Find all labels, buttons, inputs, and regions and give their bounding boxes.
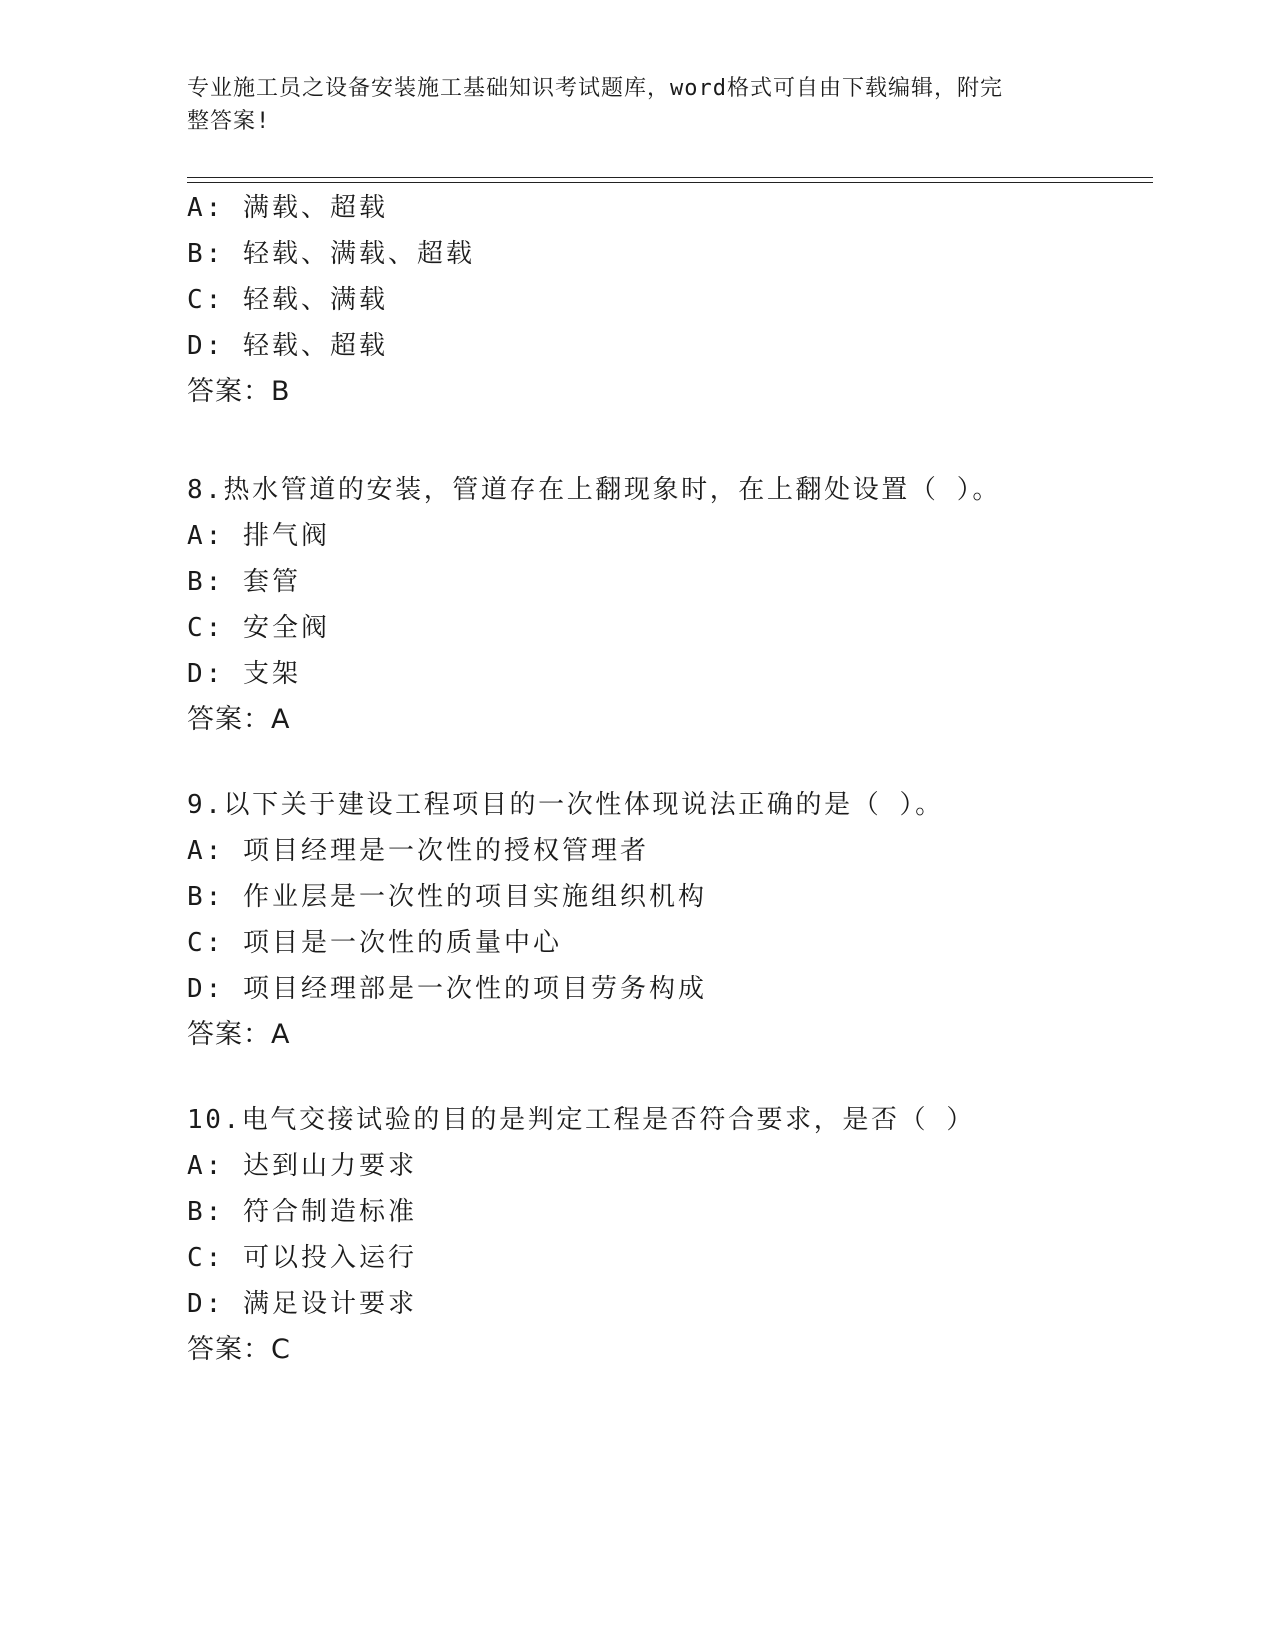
option-b: B: 套管 xyxy=(187,567,301,597)
option-a: A: 排气阀 xyxy=(187,521,330,551)
answer-line: 答案：A xyxy=(187,704,291,735)
option-d: D: 支架 xyxy=(187,659,301,689)
option-c: C: 项目是一次性的质量中心 xyxy=(187,928,562,958)
answer-line: 答案：A xyxy=(187,1019,291,1050)
header-line-2: 整答案! xyxy=(187,109,271,134)
question-title: 8.热水管道的安装，管道存在上翻现象时，在上翻处设置（ ）。 xyxy=(187,475,1001,505)
question-9 xyxy=(187,782,1153,1058)
answer-line: 答案：B xyxy=(187,376,291,407)
option-c: C: 安全阀 xyxy=(187,613,330,643)
question-7 xyxy=(187,185,1153,415)
document-header xyxy=(187,72,1067,138)
option-a: A: 项目经理是一次性的授权管理者 xyxy=(187,836,649,866)
answer-line: 答案：C xyxy=(187,1334,291,1365)
option-b: B: 符合制造标准 xyxy=(187,1197,417,1227)
header-line-1: 专业施工员之设备安装施工基础知识考试题库，word格式可自由下载编辑，附完 xyxy=(187,76,1003,101)
question-10 xyxy=(187,1097,1153,1373)
option-c: C: 轻载、满载 xyxy=(187,285,388,315)
option-a: A: 达到山力要求 xyxy=(187,1151,417,1181)
header-divider-top xyxy=(187,177,1153,178)
header-divider-bottom xyxy=(187,182,1153,183)
option-b: B: 作业层是一次性的项目实施组织机构 xyxy=(187,882,707,912)
option-a: A: 满载、超载 xyxy=(187,193,388,223)
question-8 xyxy=(187,467,1153,743)
option-d: D: 满足设计要求 xyxy=(187,1289,417,1319)
option-c: C: 可以投入运行 xyxy=(187,1243,417,1273)
option-d: D: 项目经理部是一次性的项目劳务构成 xyxy=(187,974,707,1004)
option-d: D: 轻载、超载 xyxy=(187,331,388,361)
question-title: 10.电气交接试验的目的是判定工程是否符合要求，是否（ ） xyxy=(187,1105,976,1135)
option-b: B: 轻载、满载、超载 xyxy=(187,239,475,269)
question-title: 9.以下关于建设工程项目的一次性体现说法正确的是（ ）。 xyxy=(187,790,944,820)
